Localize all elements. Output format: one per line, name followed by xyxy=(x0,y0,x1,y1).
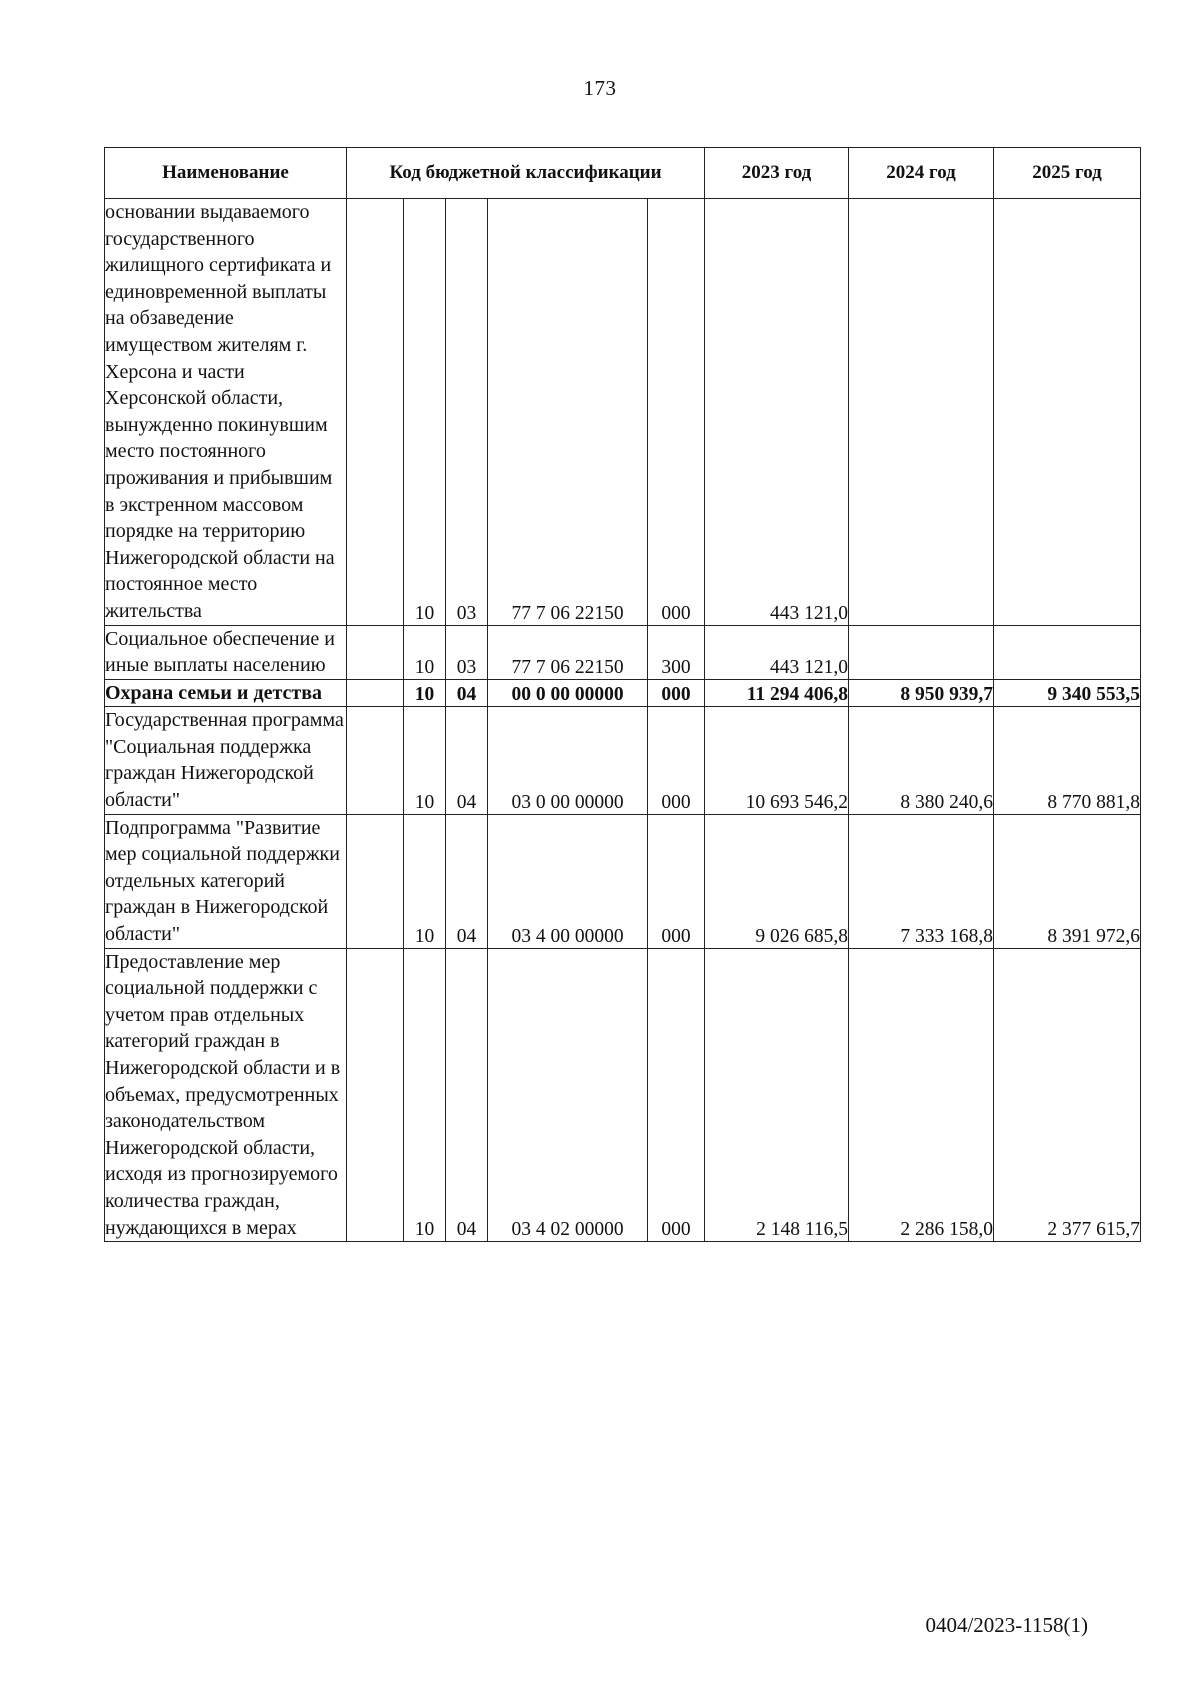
row-name: основании выдаваемого государственного жилищного сертификата и единовременной выплаты на обзаведение имуществом жителям г. Херсона и части Херсонской области, вынужденно покинувшим место постоянного проживания и прибывшим в экстренном массовом порядке на территорию Нижегородской области на постоянное место жительства xyxy=(105,199,347,626)
row-target: 00 0 00 00000 xyxy=(488,679,648,707)
header-code: Код бюджетной классификации xyxy=(347,148,705,199)
row-subsection: 03 xyxy=(446,625,488,679)
header-name: Наименование xyxy=(105,148,347,199)
header-2024: 2024 год xyxy=(849,148,994,199)
table-header-row xyxy=(105,148,1141,199)
row-type: 000 xyxy=(648,199,705,626)
row-section: 10 xyxy=(404,625,446,679)
row-section: 10 xyxy=(404,679,446,707)
row-target: 03 4 02 00000 xyxy=(488,948,648,1242)
table-row xyxy=(105,707,1141,814)
row-type: 300 xyxy=(648,625,705,679)
row-2024 xyxy=(849,625,994,679)
row-section: 10 xyxy=(404,199,446,626)
row-section: 10 xyxy=(404,814,446,948)
row-subsection: 04 xyxy=(446,679,488,707)
row-name: Социальное обеспечение и иные выплаты населению xyxy=(105,625,347,679)
row-2023: 11 294 406,8 xyxy=(705,679,849,707)
row-2024: 8 380 240,6 xyxy=(849,707,994,814)
row-2023: 2 148 116,5 xyxy=(705,948,849,1242)
row-subsection: 03 xyxy=(446,199,488,626)
row-subsection: 04 xyxy=(446,814,488,948)
row-subsection: 04 xyxy=(446,707,488,814)
row-type: 000 xyxy=(648,814,705,948)
row-2023: 10 693 546,2 xyxy=(705,707,849,814)
row-target: 77 7 06 22150 xyxy=(488,625,648,679)
row-name: Охрана семьи и детства xyxy=(105,679,347,707)
row-empty-code xyxy=(347,948,404,1242)
row-section: 10 xyxy=(404,948,446,1242)
row-2024: 2 286 158,0 xyxy=(849,948,994,1242)
row-name: Предоставление мер социальной поддержки с учетом прав отдельных категорий граждан в Нижегородской области и в объемах, предусмотренных законодательством Нижегородской области, исходя из прогнозируемого количества граждан, нуждающихся в мерах xyxy=(105,948,347,1242)
row-type: 000 xyxy=(648,679,705,707)
row-name: Подпрограмма "Развитие мер социальной поддержки отдельных категорий граждан в Нижегородской области" xyxy=(105,814,347,948)
row-target: 03 4 00 00000 xyxy=(488,814,648,948)
header-2023: 2023 год xyxy=(705,148,849,199)
row-2025 xyxy=(994,199,1141,626)
row-2025 xyxy=(994,625,1141,679)
row-empty-code xyxy=(347,625,404,679)
row-empty-code xyxy=(347,679,404,707)
row-target: 77 7 06 22150 xyxy=(488,199,648,626)
row-2024: 8 950 939,7 xyxy=(849,679,994,707)
header-2025: 2025 год xyxy=(994,148,1141,199)
row-name: Государственная программа "Социальная поддержка граждан Нижегородской области" xyxy=(105,707,347,814)
row-subsection: 04 xyxy=(446,948,488,1242)
table-row xyxy=(105,679,1141,707)
table-row xyxy=(105,948,1141,1242)
row-2023: 443 121,0 xyxy=(705,625,849,679)
budget-table xyxy=(104,147,1141,1242)
row-empty-code xyxy=(347,707,404,814)
row-type: 000 xyxy=(648,948,705,1242)
table-row xyxy=(105,199,1141,626)
table-row xyxy=(105,814,1141,948)
row-section: 10 xyxy=(404,707,446,814)
document-code: 0404/2023-1158(1) xyxy=(925,1613,1088,1637)
row-2025: 2 377 615,7 xyxy=(994,948,1141,1242)
row-type: 000 xyxy=(648,707,705,814)
row-2025: 8 391 972,6 xyxy=(994,814,1141,948)
table-row xyxy=(105,625,1141,679)
row-2024 xyxy=(849,199,994,626)
row-2023: 443 121,0 xyxy=(705,199,849,626)
row-2025: 9 340 553,5 xyxy=(994,679,1141,707)
row-target: 03 0 00 00000 xyxy=(488,707,648,814)
row-empty-code xyxy=(347,199,404,626)
row-2024: 7 333 168,8 xyxy=(849,814,994,948)
row-empty-code xyxy=(347,814,404,948)
page-number: 173 xyxy=(583,76,617,100)
row-2023: 9 026 685,8 xyxy=(705,814,849,948)
row-2025: 8 770 881,8 xyxy=(994,707,1141,814)
